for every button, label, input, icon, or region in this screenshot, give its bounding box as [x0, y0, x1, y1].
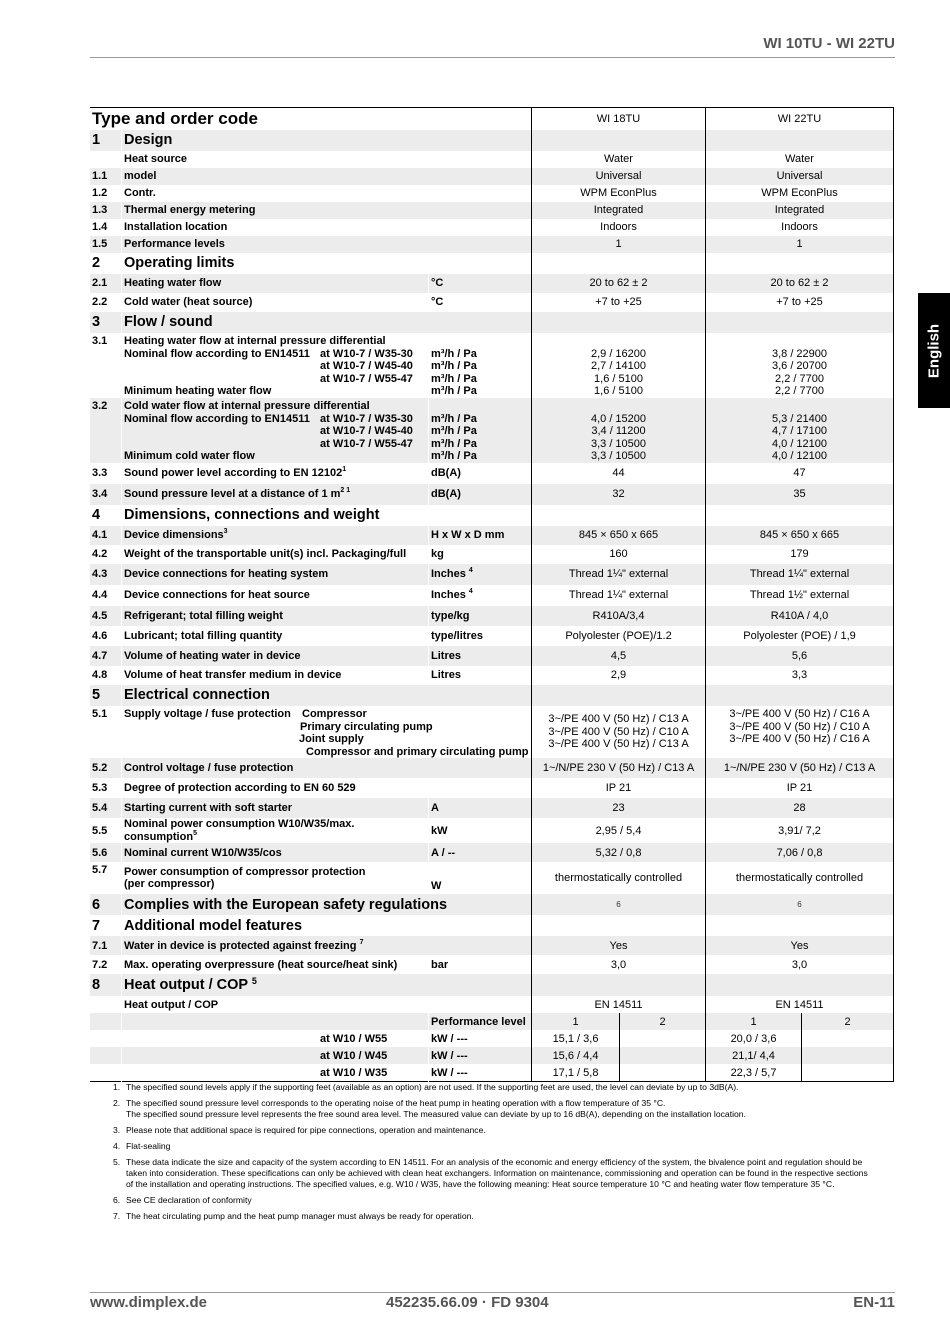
footnote-text: The specified sound levels apply if the supporting feet (available as an option) are not used. If the supporting feet are used, the level can deviate by up to 3dB(A). [126, 1082, 739, 1092]
unit: °C [429, 274, 532, 293]
footnote-number: 1. [113, 1082, 121, 1092]
value: IP 21 [532, 778, 706, 798]
row-number: 3.1 [90, 333, 122, 398]
footnote [113, 1211, 873, 1222]
footnote-ref: 6 [706, 894, 894, 915]
unit: Inches [431, 568, 466, 581]
value: 2,9 / 16200 [590, 347, 647, 360]
section-number: 4 [90, 505, 122, 526]
value: 15,1 / 3,6 [532, 1030, 620, 1047]
unit: Litres [429, 646, 532, 666]
condition: at W10 / W35 [320, 1066, 388, 1079]
value: 47 [706, 463, 894, 484]
row-number: 7.2 [90, 955, 122, 974]
footnote-ref: 6 [532, 894, 706, 915]
value: 3~/PE 400 V (50 Hz) / C10 A [729, 720, 870, 733]
value: 3~/PE 400 V (50 Hz) / C16 A [729, 733, 870, 746]
value: Indoors [706, 219, 894, 236]
row-label: Nominal power consumption W10/W35/max. consumption [124, 818, 355, 843]
row-number: 5.4 [90, 798, 122, 818]
section-title: Dimensions, connections and weight [122, 505, 532, 526]
value: 1,6 / 5100 [594, 385, 643, 398]
value: 2,95 / 5,4 [532, 818, 706, 843]
row-number: 1.2 [90, 185, 122, 202]
footnote-ref: 5 [251, 976, 257, 987]
value: 3~/PE 400 V (50 Hz) / C16 A [729, 707, 870, 720]
value: 17,1 / 5,8 [532, 1064, 620, 1082]
footnotes [113, 1082, 873, 1227]
row-label: Device connections for heat source [122, 585, 429, 606]
row-label: Heat source [122, 151, 532, 168]
value: WPM EconPlus [706, 185, 894, 202]
row-sublabel: Nominal flow according to EN14511 [124, 347, 310, 360]
section-number: 8 [90, 974, 122, 996]
value: 32 [532, 484, 706, 505]
row-sublabel: Minimum cold water flow [124, 450, 255, 463]
row-label: Max. operating overpressure (heat source/heat sink) [122, 955, 429, 974]
unit: dB(A) [429, 484, 532, 505]
performance-level: 1 [706, 1013, 802, 1030]
unit: m³/h / Pa [431, 450, 477, 463]
value: Polyolester (POE) / 1,9 [706, 626, 894, 646]
value: 3,3 / 10500 [590, 450, 647, 463]
section-number: 2 [90, 253, 122, 274]
row-sublabel: Minimum heating water flow [124, 385, 272, 398]
row-label: Sound pressure level at a distance of 1 m [124, 488, 341, 501]
row-label: model [122, 168, 532, 185]
value: 3,6 / 20700 [771, 360, 828, 373]
section-title: Complies with the European safety regulations [122, 894, 532, 915]
section-title: Flow / sound [122, 312, 532, 333]
performance-level: 2 [620, 1013, 706, 1030]
unit: type/litres [429, 626, 532, 646]
value: 4,0 / 12100 [771, 437, 828, 450]
footnote [113, 1082, 873, 1093]
condition: at W10-7 / W45-40 [320, 360, 413, 373]
value: +7 to +25 [532, 293, 706, 312]
row-number: 4.1 [90, 526, 122, 545]
section-title: Operating limits [122, 253, 532, 274]
value: Yes [706, 936, 894, 955]
column-header: WI 18TU [532, 108, 706, 131]
row-number: 4.7 [90, 646, 122, 666]
row-label: Installation location [122, 219, 532, 236]
value: 23 [532, 798, 706, 818]
row-number: 3.3 [90, 463, 122, 484]
row-label: Weight of the transportable unit(s) incl. Packaging/full [122, 545, 429, 564]
footnote-ref: 2 1 [340, 487, 351, 495]
condition: at W10-7 / W55-47 [320, 372, 413, 385]
value: 3,4 / 11200 [591, 425, 646, 438]
unit: kW / --- [429, 1064, 532, 1082]
value: Polyolester (POE)/1.2 [532, 626, 706, 646]
footnote-text: The specified sound pressure level represents the free sound area level. The measured value can deviate by up to 16 dB(A), depending on the installation location. [126, 1109, 746, 1119]
value: 5,6 [706, 646, 894, 666]
row-label: Power consumption of compressor protection [124, 865, 366, 878]
table-title: Type and order code [90, 108, 532, 131]
row-number: 1.5 [90, 236, 122, 253]
row-number: 5.1 [90, 706, 122, 758]
value: 2,2 / 7700 [775, 385, 824, 398]
value: 179 [706, 545, 894, 564]
row-label: Starting current with soft starter [122, 798, 429, 818]
footnote-number: 7. [113, 1211, 121, 1221]
value: Water [706, 151, 894, 168]
value: 1~/N/PE 230 V (50 Hz) / C13 A [706, 758, 894, 778]
value: 3,91/ 7,2 [706, 818, 894, 843]
unit: Litres [429, 666, 532, 685]
row-number: 4.6 [90, 626, 122, 646]
row-number: 3.4 [90, 484, 122, 505]
footnote [113, 1125, 873, 1136]
row-label: Volume of heating water in device [122, 646, 429, 666]
footnote-number: 2. [113, 1098, 121, 1108]
value: 2,7 / 14100 [590, 360, 647, 373]
header-divider [90, 57, 895, 58]
footnote-ref: 5 [193, 829, 197, 837]
value: 2,2 / 7700 [775, 372, 824, 385]
row-label: Heating water flow at internal pressure differential [124, 335, 386, 347]
value: Thread 1¼" external [532, 585, 706, 606]
value: 1 [532, 236, 706, 253]
unit: °C [429, 293, 532, 312]
row-number: 5.5 [90, 818, 122, 843]
unit: A [429, 798, 532, 818]
section-number: 5 [90, 685, 122, 706]
row-label: Volume of heat transfer medium in device [122, 666, 429, 685]
value: R410A / 4,0 [706, 606, 894, 626]
footer-doc-code: 452235.66.09 · FD 9304 [386, 1294, 549, 1311]
value: 20 to 62 ± 2 [532, 274, 706, 293]
unit: m³/h / Pa [431, 425, 477, 438]
footnote-number: 5. [113, 1157, 121, 1167]
footnote-ref: 1 [342, 466, 347, 474]
row-number: 4.2 [90, 545, 122, 564]
footer-page-number: EN-11 [853, 1294, 895, 1311]
section-number: 6 [90, 894, 122, 915]
value: Universal [706, 168, 894, 185]
value: 28 [706, 798, 894, 818]
footer-website-link[interactable]: www.dimplex.de [90, 1294, 207, 1311]
value: 3,3 / 10500 [590, 437, 647, 450]
value: 7,06 / 0,8 [706, 843, 894, 862]
value: 3~/PE 400 V (50 Hz) / C13 A [548, 713, 689, 726]
section-number: 3 [90, 312, 122, 333]
condition: at W10 / W45 [320, 1049, 388, 1062]
footnote-ref: 3 [223, 528, 228, 536]
row-label: Lubricant; total filling quantity [122, 626, 429, 646]
unit: m³/h / Pa [431, 347, 477, 360]
footnote [113, 1195, 873, 1206]
row-label: Control voltage / fuse protection [122, 758, 532, 778]
value: +7 to +25 [706, 293, 894, 312]
footnote-number: 6. [113, 1195, 121, 1205]
value: Thread 1¼" external [532, 564, 706, 585]
value: Indoors [532, 219, 706, 236]
value: 5,3 / 21400 [771, 412, 828, 425]
footnote-text: Please note that additional space is required for pipe connections, operation and maintenance. [126, 1125, 486, 1135]
condition: Compressor [302, 707, 367, 720]
header-title: WI 10TU - WI 22TU [763, 35, 895, 52]
value: 1 [706, 236, 894, 253]
unit: A / -- [429, 843, 532, 862]
footnote [113, 1098, 873, 1120]
unit: m³/h / Pa [431, 437, 477, 450]
section-title: Heat output / COP [124, 977, 248, 994]
value: 3~/PE 400 V (50 Hz) / C13 A [548, 738, 689, 751]
footnote-text: Flat-sealing [126, 1141, 171, 1151]
row-label: Degree of protection according to EN 60 529 [122, 778, 532, 798]
row-label: Thermal energy metering [122, 202, 532, 219]
condition: at W10-7 / W45-40 [320, 425, 413, 438]
row-number: 5.3 [90, 778, 122, 798]
value: Thread 1¼" external [706, 564, 894, 585]
value: 3,3 [706, 666, 894, 685]
condition: Primary circulating pump [300, 720, 433, 733]
value: 20,0 / 3,6 [706, 1030, 802, 1047]
section-title: Design [122, 130, 532, 151]
row-number: 1.1 [90, 168, 122, 185]
value: IP 21 [706, 778, 894, 798]
row-number: 2.1 [90, 274, 122, 293]
condition: Joint supply [299, 733, 364, 746]
value: Yes [532, 936, 706, 955]
performance-level: 2 [802, 1013, 894, 1030]
row-label: Supply voltage / fuse protection [124, 707, 291, 720]
unit: Inches [431, 589, 466, 602]
value: 1~/N/PE 230 V (50 Hz) / C13 A [532, 758, 706, 778]
row-label: Nominal current W10/W35/cos [122, 843, 429, 862]
row-label: Refrigerant; total filling weight [122, 606, 429, 626]
value: Universal [532, 168, 706, 185]
value: Integrated [532, 202, 706, 219]
spec-table [89, 107, 894, 1082]
condition: at W10-7 / W35-30 [320, 412, 413, 425]
value: 21,1/ 4,4 [706, 1047, 802, 1064]
row-number: 1.3 [90, 202, 122, 219]
unit: m³/h / Pa [431, 385, 477, 398]
row-label: Contr. [122, 185, 532, 202]
row-label: Device connections for heating system [122, 564, 429, 585]
row-number: 4.8 [90, 666, 122, 685]
value: 4,0 / 12100 [771, 450, 828, 463]
value: 3,8 / 22900 [771, 347, 828, 360]
row-label: Heating water flow [122, 274, 429, 293]
value: Integrated [706, 202, 894, 219]
value: 5,32 / 0,8 [532, 843, 706, 862]
unit: W [429, 862, 532, 894]
unit: m³/h / Pa [431, 412, 477, 425]
row-number: 2.2 [90, 293, 122, 312]
row-number: 4.3 [90, 564, 122, 585]
value: EN 14511 [532, 996, 706, 1013]
footer-divider [90, 1292, 895, 1293]
footnote-ref: 4 [468, 588, 473, 596]
row-number: 5.7 [90, 862, 122, 894]
condition: Compressor and primary circulating pump [306, 745, 529, 758]
column-header: WI 22TU [706, 108, 894, 131]
value: 3~/PE 400 V (50 Hz) / C10 A [548, 725, 689, 738]
footnote-text: The specified sound pressure level corresponds to the operating noise of the heat pump in heating operation with a flow temperature of 35 °C. [126, 1098, 666, 1108]
footnote-text: See CE declaration of conformity [126, 1195, 252, 1205]
unit: type/kg [429, 606, 532, 626]
value: 4,0 / 15200 [590, 412, 647, 425]
footnote-ref: 4 [468, 567, 473, 575]
value: 845 × 650 x 665 [706, 526, 894, 545]
row-label: (per compressor) [124, 878, 215, 891]
value: 35 [706, 484, 894, 505]
value: Thread 1½" external [706, 585, 894, 606]
row-label: Cold water flow at internal pressure differential [124, 399, 370, 412]
row-number: 5.6 [90, 843, 122, 862]
value: 22,3 / 5,7 [706, 1064, 802, 1082]
condition: at W10 / W55 [320, 1032, 388, 1045]
condition: at W10-7 / W55-47 [320, 437, 413, 450]
row-number: 5.2 [90, 758, 122, 778]
value: 3,0 [532, 955, 706, 974]
row-number: 4.5 [90, 606, 122, 626]
row-label: Heat output / COP [122, 996, 532, 1013]
value: 1,6 / 5100 [594, 372, 643, 385]
value: 845 × 650 x 665 [532, 526, 706, 545]
value: 3,0 [706, 955, 894, 974]
section-number: 1 [90, 130, 122, 151]
value: EN 14511 [706, 996, 894, 1013]
value: 15,6 / 4,4 [532, 1047, 620, 1064]
footnote [113, 1141, 873, 1152]
section-title: Electrical connection [122, 685, 532, 706]
unit: kW / --- [429, 1030, 532, 1047]
unit: dB(A) [429, 463, 532, 484]
value: 4,7 / 17100 [771, 425, 828, 438]
value: Water [532, 151, 706, 168]
value: R410A/3,4 [532, 606, 706, 626]
unit: kg [429, 545, 532, 564]
value: 4,5 [532, 646, 706, 666]
language-tab-label: English [925, 323, 943, 378]
condition: at W10-7 / W35-30 [320, 347, 413, 360]
row-sublabel: Nominal flow according to EN14511 [124, 412, 310, 425]
unit: m³/h / Pa [431, 360, 477, 373]
footnote-number: 3. [113, 1125, 121, 1135]
performance-level: 1 [532, 1013, 620, 1030]
value: thermostatically controlled [532, 862, 706, 894]
footnote-text: These data indicate the size and capacity of the system according to EN 14511. For an analysis of the economic and energy efficiency of the system, the bivalence point and regulation should be taken into consideration. These specifications can only be achieved with clean heat exchangers. Information on maintenance, commissioning and operation can be found in the respective sections of the installation and operating instructions. The specified values, e.g. W10 / W35, have the following meaning: Heat source temperature 10 °C and heating water flow temperature 35 °C. [126, 1157, 868, 1189]
footnote-ref: 7 [359, 938, 364, 946]
footnote-number: 4. [113, 1141, 121, 1151]
footnote-text: The heat circulating pump and the heat pump manager must always be ready for operation. [126, 1211, 474, 1221]
section-number: 7 [90, 915, 122, 936]
value: 160 [532, 545, 706, 564]
row-label: Performance levels [122, 236, 532, 253]
unit: bar [429, 955, 532, 974]
row-number: 3.2 [90, 398, 122, 463]
footnote [113, 1157, 873, 1190]
row-label: Cold water (heat source) [122, 293, 429, 312]
row-label: Device dimensions [124, 529, 224, 542]
unit: kW / --- [429, 1047, 532, 1064]
value: WPM EconPlus [532, 185, 706, 202]
value: 2,9 [532, 666, 706, 685]
value: 44 [532, 463, 706, 484]
row-number: 1.4 [90, 219, 122, 236]
unit: H x W x D mm [429, 526, 532, 545]
row-number: 4.4 [90, 585, 122, 606]
row-label: Water in device is protected against freezing [124, 939, 357, 952]
unit: m³/h / Pa [431, 372, 477, 385]
section-title: Additional model features [122, 915, 532, 936]
value: thermostatically controlled [706, 862, 894, 894]
row-number: 7.1 [90, 936, 122, 955]
language-tab[interactable] [918, 293, 950, 408]
unit: kW [429, 818, 532, 843]
unit: Performance level [429, 1013, 532, 1030]
row-label: Sound power level according to EN 12102 [124, 467, 343, 480]
value: 20 to 62 ± 2 [706, 274, 894, 293]
